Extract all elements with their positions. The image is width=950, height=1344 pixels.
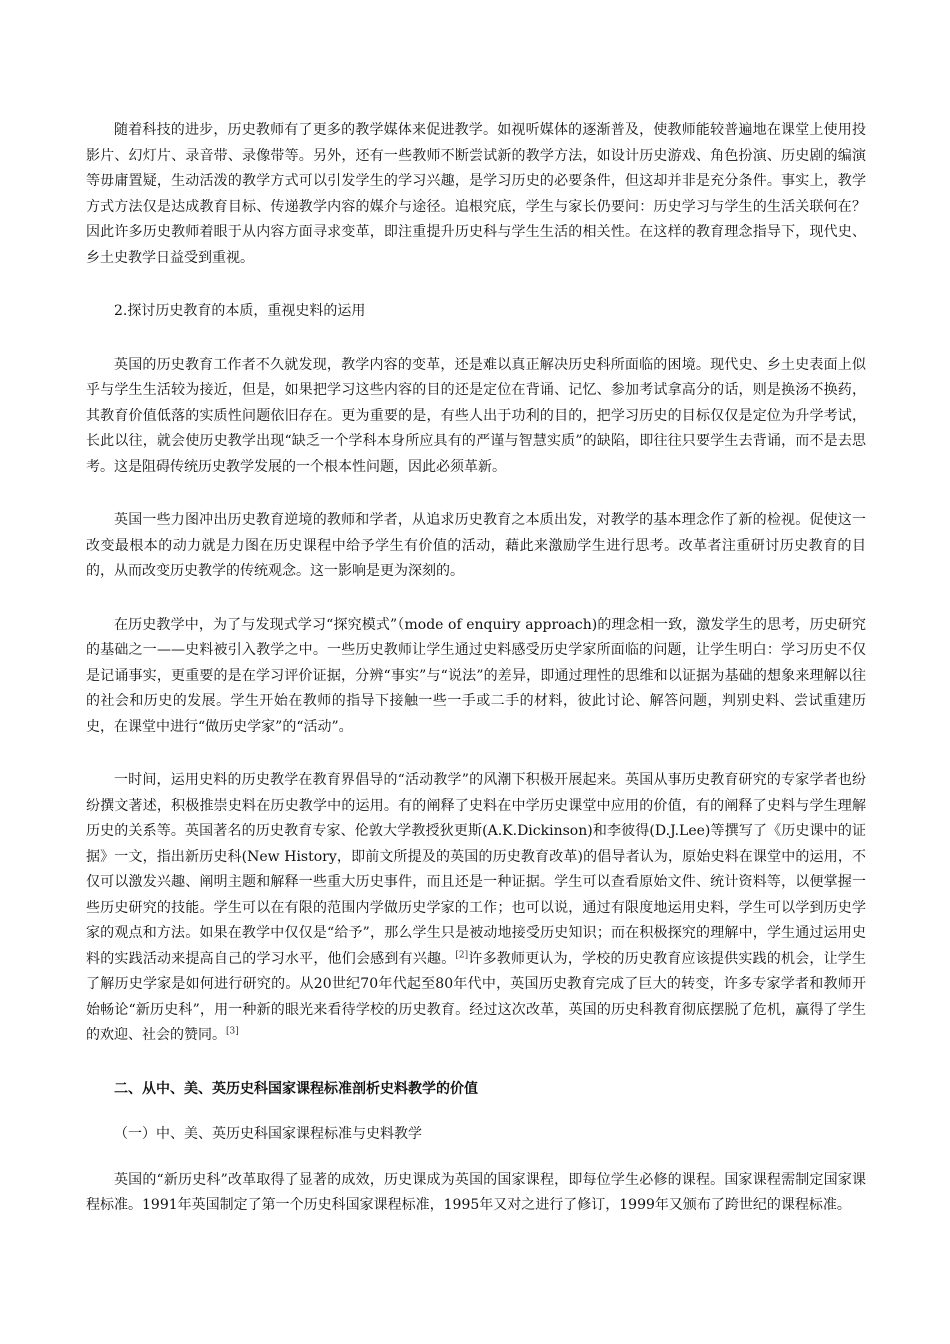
paragraph-national-curriculum: 英国的“新历史科”改革取得了显著的成效，历史课成为英国的国家课程，即每位学生必修的课程。国家课程需制定国家课程标准。1991年英国制定了第一个历史科国家课程标准，1995年又对之进行了修订，1999年又颁布了跨世纪的课程标准。 [86, 1171, 866, 1213]
section-heading-national-standards: 二、从中、美、英历史科国家课程标准剖析史料教学的价值 [114, 1080, 478, 1097]
paragraph-reexamining-teaching-ideas: 英国一些力图冲出历史教育逆境的教师和学者，从追求历史教育之本质出发，对教学的基本理念作了新的检视。促使这一改变最根本的动力就是力图在历史课程中给予学生有价值的活动，藉此来激励学生进行思考。改革者注重研讨历史教育的目的，从而改变历史教学的传统观念。这一影响是更为深刻的。 [86, 512, 866, 579]
paragraph-source-based-teaching [86, 768, 866, 1049]
document-page [86, 118, 866, 1219]
paragraph-content-reform-limits: 英国的历史教育工作者不久就发现，教学内容的变革，还是难以真正解决历史科所面临的困境。现代史、乡土史表面上似乎与学生生活较为接近，但是，如果把学习这些内容的目的还是定位在背诵、记忆、参加考试拿高分的话，则是换汤不换药，其教育价值低落的实质性问题依旧存在。更为重要的是，有些人出于功利的目的，把学习历史的目标仅仅是定位为升学考试，长此以往，就会使历史教学出现“缺乏一个学科本身所应具有的严谨与智慧实质”的缺陷，即往往只要学生去背诵，而不是去思考。这是阻碍传统历史教学发展的一个根本性问题，因此必须革新。 [86, 356, 866, 475]
paragraph-enquiry-approach: 在历史教学中，为了与发现式学习“探究模式”（mode of enquiry approach)的理念相一致，激发学生的思考，历史研究的基础之一——史料被引入教学之中。一些历史教师让学生通过史料感受历史学家所面临的问题，让学生明白：学习历史不仅是记诵事实，更重要的是在学习评价证据，分辨“事实”与“说法”的差异，即通过理性的思维和以证据为基础的想象来理解以往的社会和历史的发展。学生开始在教师的指导下接触一些一手或二手的材料，彼此讨论、解答问题，判别史料、尝试重建历史，在课堂中进行“做历史学家”的“活动”。 [86, 616, 866, 735]
footnote-ref-2: [2] [455, 949, 469, 960]
subheading-essence-of-history-education: 2.探讨历史教育的本质，重视史料的运用 [114, 303, 366, 319]
paragraph-media-teaching: 随着科技的进步，历史教师有了更多的教学媒体来促进教学。如视听媒体的逐渐普及，使教师能较普遍地在课堂上使用投影片、幻灯片、录音带、录像带等。另外，还有一些教师不断尝试新的教学方法，如设计历史游戏、角色扮演、历史剧的编演等毋庸置疑，生动活泼的教学方式可以引发学生的学习兴趣，是学习历史的必要条件，但这却并非是充分条件。事实上，教学方式方法仅是达成教育目标、传递教学内容的媒介与途径。追根究底，学生与家长仍要问：历史学习与学生的生活关联何在？因此许多历史教师着眼于从内容方面寻求变革，即注重提升历史科与学生生活的相关性。在这样的教育理念指导下，现代史、乡土史教学日益受到重视。 [86, 122, 866, 266]
footnote-ref-3: [3] [226, 1026, 239, 1037]
paragraph-part-a: 一时间，运用史料的历史教学在教育界倡导的“活动教学”的风潮下积极开展起来。英国从事历史教育研究的专家学者也纷纷撰文著述，积极推崇史料在历史教学中的运用。有的阐释了史料在中学历史课堂中应用的价值，有的阐释了史料与学生理解历史的关系等。英国著名的历史教育专家、伦敦大学教授狄更斯(A.K.Dickinson)和李彼得(D.J.Lee)等撰写了《历史课中的证据》一文，指出新历史科(New History，即前文所提及的英国的历史教育改革)的倡导者认为，原始史料在课堂中的运用，不仅可以激发兴趣、阐明主题和解释一些重大历史事件，而且还是一种证据。学生可以查看原始文件、统计资料等，以便掌握一些历史研究的技能。学生可以在有限的范围内学做历史学家的工作；也可以说，通过有限度地运用史料，学生可以学到历史学家的观点和方法。如果在教学中仅仅是“给予”，那么学生只是被动地接受历史知识；而在积极探究的理解中，学生通过运用史料的实践活动来提高自己的学习水平，他们会感到有兴趣。 [86, 772, 866, 967]
subsection-heading-standards-and-sources: （一）中、美、英历史科国家课程标准与史料教学 [114, 1126, 422, 1142]
paragraph-part-b: 许多教师更认为，学校的历史教育应该提供实践的机会，让学生了解历史学家是如何进行研究的。从20世纪70年代起至80年代中，英国历史教育完成了巨大的转变，许多专家学者和教师开始畅论“新历史科”，用一种新的眼光来看待学校的历史教育。经过这次改革，英国的历史科教育彻底摆脱了危机，赢得了学生的欢迎、社会的赞同。 [86, 950, 867, 1043]
